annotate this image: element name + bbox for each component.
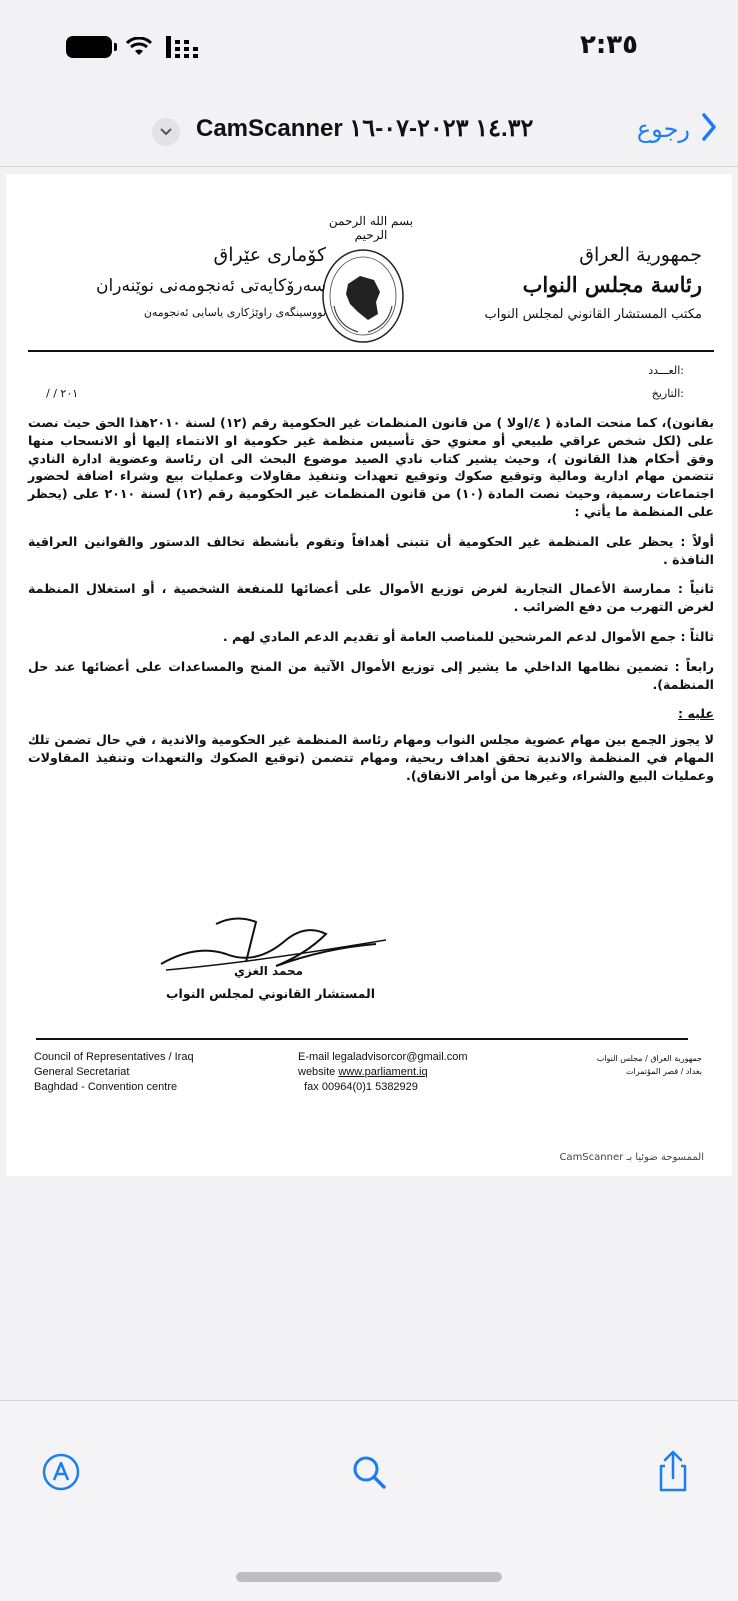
markup-button[interactable] bbox=[36, 1449, 86, 1499]
date-value: / / ٢٠١ bbox=[46, 387, 79, 400]
scanned-by-watermark: الممسوحة ضوئيا بـ CamScanner bbox=[559, 1152, 704, 1163]
paragraph: أولاً : يحظر على المنظمة غير الحكومية أن تتبنى أهدافاً وتقوم بأنشطة تخالف الدستور والقوانين العراقية النافذة . bbox=[28, 533, 714, 567]
footer-fax-row bbox=[298, 1080, 468, 1095]
document-page[interactable] bbox=[6, 174, 732, 1176]
home-indicator[interactable] bbox=[236, 1572, 502, 1582]
letterhead-org: رئاسة مجلس النواب bbox=[522, 272, 702, 297]
document-title[interactable]: CamScanner ١٤.٣٢ ٢٠٢٣-٠٧-١٦ bbox=[196, 115, 534, 142]
paragraph: ثالثاً : جمع الأموال لدعم المرشحين للمناصب العامة أو تقديم الدعم المادي لهم . bbox=[222, 628, 714, 644]
markup-icon bbox=[41, 1452, 81, 1496]
share-icon bbox=[653, 1450, 693, 1498]
parliament-emblem-icon bbox=[318, 246, 408, 346]
search-icon bbox=[349, 1452, 389, 1496]
conclusion-heading: عليه : bbox=[678, 706, 714, 722]
footer-line: جمهورية العراق / مجلس النواب bbox=[596, 1054, 702, 1063]
paragraph: بقانون)، كما منحت المادة ( ٤/اولا ) من قانون المنظمات غير الحكومية رقم (١٢) لسنة ٢٠١٠هذا الحق حيث نصت على (لكل شخص عراقي طبيعي أو معنوي حق تأسيس منظمة غير حكومية او الانتماء إليها أو الانسحاب منها وفق أحكام هذا القانون )، وحيث يشير كتاب نادي الصيد موضوع البحث الى ان رئاسة وعضوية ادارة النادي تتضمن مهام ادارية ومالية وتوقيع صكوك وتوقيع تعهدات وتنفيذ مقاولات وعمليات بيع وشراء اضافة لحضور اجتماعات رسمية، وحيث نصت المادة (١٠) من قانون المنظمات غير الحكومية رقم (١٢) لسنة ٢٠١٠ على (يحظر على المنظمة ما يأتي : bbox=[28, 415, 714, 519]
footer-address bbox=[34, 1050, 194, 1095]
footer-line: Council of Representatives / Iraq bbox=[34, 1051, 194, 1063]
conclusion-paragraph: لا يجوز الجمع بين مهام عضوية مجلس النواب ومهام رئاسة المنظمة غير الحكومية والاندية ، في حال تضمن تلك المهام في المنظمة والاندية تحقق اهداف ربحية، ومهام تتضمن (توقيع الصكوك والتعهدات وتنفيذ المقاولات وعمليات البيع والشراء، وغيرها من أوامر الانفاق). bbox=[28, 732, 714, 783]
status-time: ٢:٣٥ bbox=[579, 30, 638, 60]
footer-website-row bbox=[298, 1065, 468, 1080]
bottom-toolbar bbox=[0, 1400, 738, 1601]
letterhead-office: مكتب المستشار القانوني لمجلس النواب bbox=[484, 307, 702, 322]
paragraph: ثانياً : ممارسة الأعمال التجارية لغرض توزيع الأموال على أعضائها للمنفعة الشخصية ، أو استغلال المنظمة لغرض التهرب من دفع الضرائب . bbox=[28, 581, 714, 615]
navigation-bar bbox=[0, 100, 738, 167]
letterhead-right bbox=[462, 244, 702, 322]
footer-website: www.parliament.iq bbox=[338, 1066, 428, 1078]
paragraph: رابعاً : تضمين نظامها الداخلي ما يشير إلى توزيع الأموال الآتية من المنح والمساعدات على أعضائها عند حل المنظمة). bbox=[28, 658, 714, 692]
bismillah: بسم الله الرحمن الرحيم bbox=[328, 214, 414, 242]
search-button[interactable] bbox=[344, 1449, 394, 1499]
battery-icon bbox=[66, 36, 112, 58]
footer-fax: 00964(0)1 5382929 bbox=[321, 1081, 418, 1093]
wifi-icon bbox=[126, 37, 152, 57]
footer-contact bbox=[298, 1050, 468, 1095]
status-bar bbox=[0, 0, 738, 100]
header-divider bbox=[28, 350, 714, 352]
footer-line: General Secretariat bbox=[34, 1066, 130, 1078]
status-icons bbox=[66, 36, 202, 58]
letterhead-kurdish-country: كۆماری عێراق bbox=[213, 244, 326, 266]
back-label: رجوع bbox=[636, 115, 690, 143]
date-label: التاريخ: bbox=[651, 387, 684, 400]
chevron-left-icon bbox=[700, 112, 718, 146]
letterhead-country: جمهورية العراق bbox=[579, 244, 702, 266]
footer-divider bbox=[36, 1038, 688, 1040]
footer-website-label: website bbox=[298, 1066, 336, 1078]
footer-email: E-mail legaladvisorcor@gmail.com bbox=[298, 1051, 468, 1063]
signatory-name: محمد الغزي bbox=[234, 964, 304, 978]
signatory-title: المستشار القانوني لمجلس النواب bbox=[166, 986, 376, 1001]
footer-fax-label: fax bbox=[304, 1081, 319, 1093]
share-button[interactable] bbox=[648, 1449, 698, 1499]
letterhead-kurdish-org: سەرۆكایەتی ئەنجومەنی نوێنەران bbox=[96, 276, 326, 296]
letterhead-kurdish-office: نووسینگەی راوێژكاری یاسایی ئەنجومەن bbox=[143, 306, 326, 319]
handwritten-signature bbox=[156, 904, 396, 994]
reference-label: العـــدد: bbox=[648, 364, 684, 377]
letterhead-left bbox=[66, 244, 326, 319]
back-button[interactable] bbox=[637, 112, 718, 146]
footer-line: Baghdad - Convention centre bbox=[34, 1081, 178, 1093]
footer-arabic-address bbox=[597, 1052, 702, 1078]
signal-icon bbox=[166, 36, 202, 58]
letter-body bbox=[28, 414, 714, 797]
footer-line: بغداد / قصر المؤتمرات bbox=[625, 1067, 702, 1076]
chevron-down-icon[interactable] bbox=[152, 118, 180, 146]
